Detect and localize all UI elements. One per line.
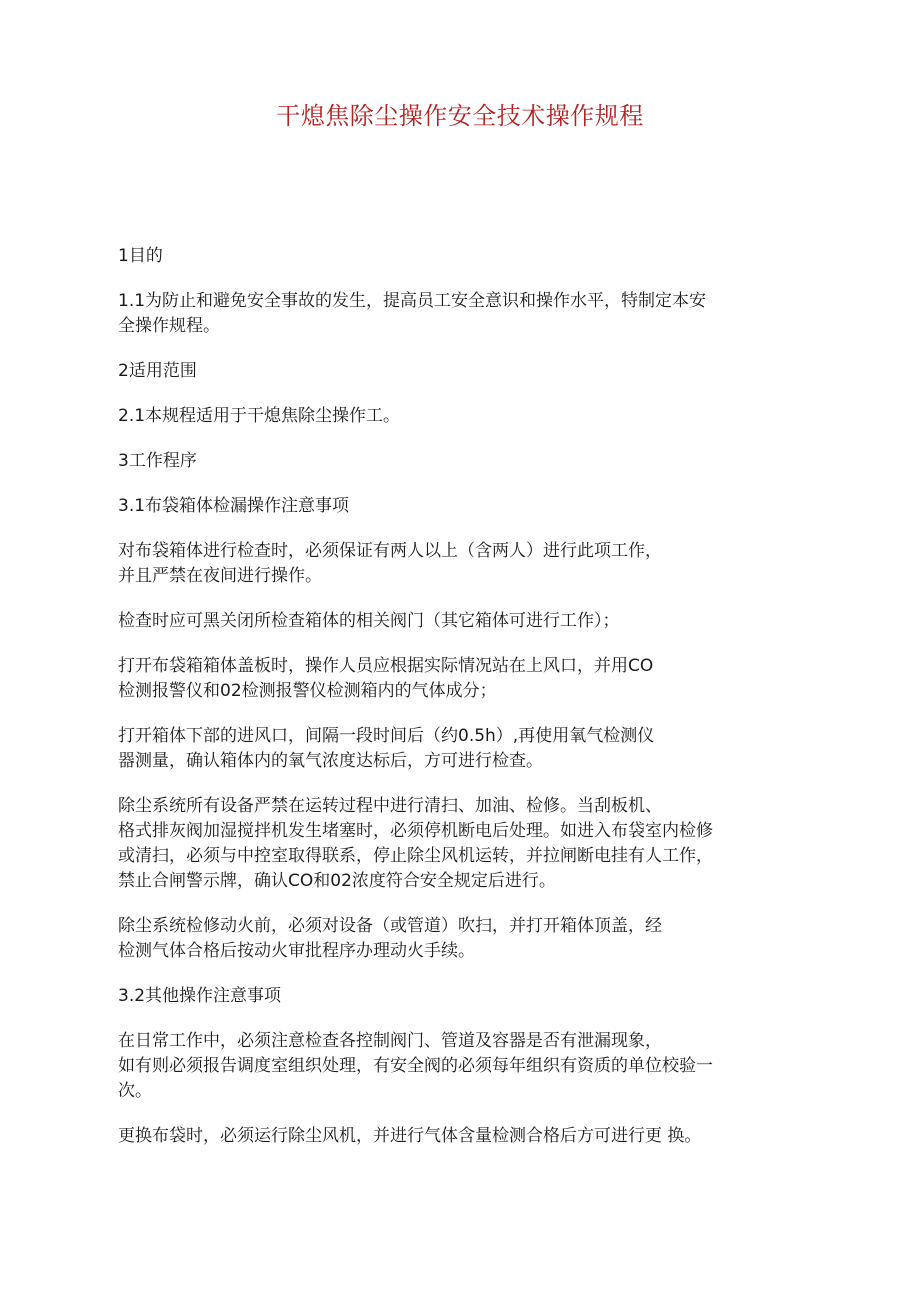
paragraph-line: 2.1本规程适用于干熄焦除尘操作工。 [118,406,401,426]
paragraph-line: 2适用范围 [118,361,197,381]
paragraph-line: 检测报警仪和02检测报警仪检测箱内的气体成分； [118,681,497,701]
paragraph [118,449,778,474]
paragraph-line: 检查时应可黑关闭所检查箱体的相关阀门（其它箱体可进行工作）； [118,611,620,631]
paragraph-line: 1目的 [118,246,163,266]
paragraph [118,494,778,519]
paragraph [118,609,778,634]
paragraph-line: 打开布袋箱箱体盖板时，操作人员应根据实际情况站在上风口，并用CO [118,656,654,676]
paragraph [118,289,778,339]
paragraph-line: 禁止合闸警示牌，确认CO和02浓度符合安全规定后进行。 [118,871,556,891]
paragraph [118,654,778,704]
paragraph-line: 全操作规程。 [118,316,220,336]
paragraph-line: 除尘系统所有设备严禁在运转过程中进行清扫、加油、检修。当刮板机、 [118,796,662,816]
paragraph-line: 除尘系统检修动火前，必须对设备（或管道）吹扫，并打开箱体顶盖，经 [118,916,662,936]
paragraph-line: 检测气体合格后按动火审批程序办理动火手续。 [118,941,475,961]
paragraph [118,244,778,269]
paragraph-line: 1.1为防止和避免安全事故的发生，提高员工安全意识和操作水平，特制定本安 [118,291,707,311]
paragraph [118,914,778,964]
paragraph-line: 次。 [118,1081,152,1101]
paragraph [118,359,778,384]
paragraph [118,984,778,1009]
paragraph [118,724,778,774]
paragraph-line: 并且严禁在夜间进行操作。 [118,566,322,586]
document-title: 干熄焦除尘操作安全技术操作规程 [276,102,644,130]
paragraph-line: 器测量，确认箱体内的氧气浓度达标后，方可进行检查。 [118,751,543,771]
paragraph [118,1124,778,1149]
paragraph-line: 打开箱体下部的进风口，间隔一段时间后（约0.5h）,再使用氧气检测仪 [118,726,655,746]
paragraph [118,1029,778,1104]
paragraph [118,794,778,894]
paragraph-line: 在日常工作中，必须注意检查各控制阀门、管道及容器是否有泄漏现象， [118,1031,662,1051]
paragraph-line: 更换布袋时，必须运行除尘风机，并进行气体含量检测合格后方可进行更 换。 [118,1126,702,1146]
paragraph [118,404,778,429]
paragraph [118,539,778,589]
paragraph-line: 或清扫，必须与中控室取得联系，停止除尘风机运转，并拉闸断电挂有人工作， [118,846,713,866]
paragraph-line: 3.1布袋箱体检漏操作注意事项 [118,496,350,516]
paragraph-line: 3工作程序 [118,451,197,471]
document-body [118,244,778,1169]
paragraph-line: 对布袋箱体进行检查时，必须保证有两人以上（含两人）进行此项工作， [118,541,662,561]
paragraph-line: 格式排灰阀加湿搅拌机发生堵塞时，必须停机断电后处理。如进入布袋室内检修 [118,821,713,841]
paragraph-line: 如有则必须报告调度室组织处理，有安全阀的必须每年组织有资质的单位校验一 [118,1056,713,1076]
paragraph-line: 3.2其他操作注意事项 [118,986,282,1006]
